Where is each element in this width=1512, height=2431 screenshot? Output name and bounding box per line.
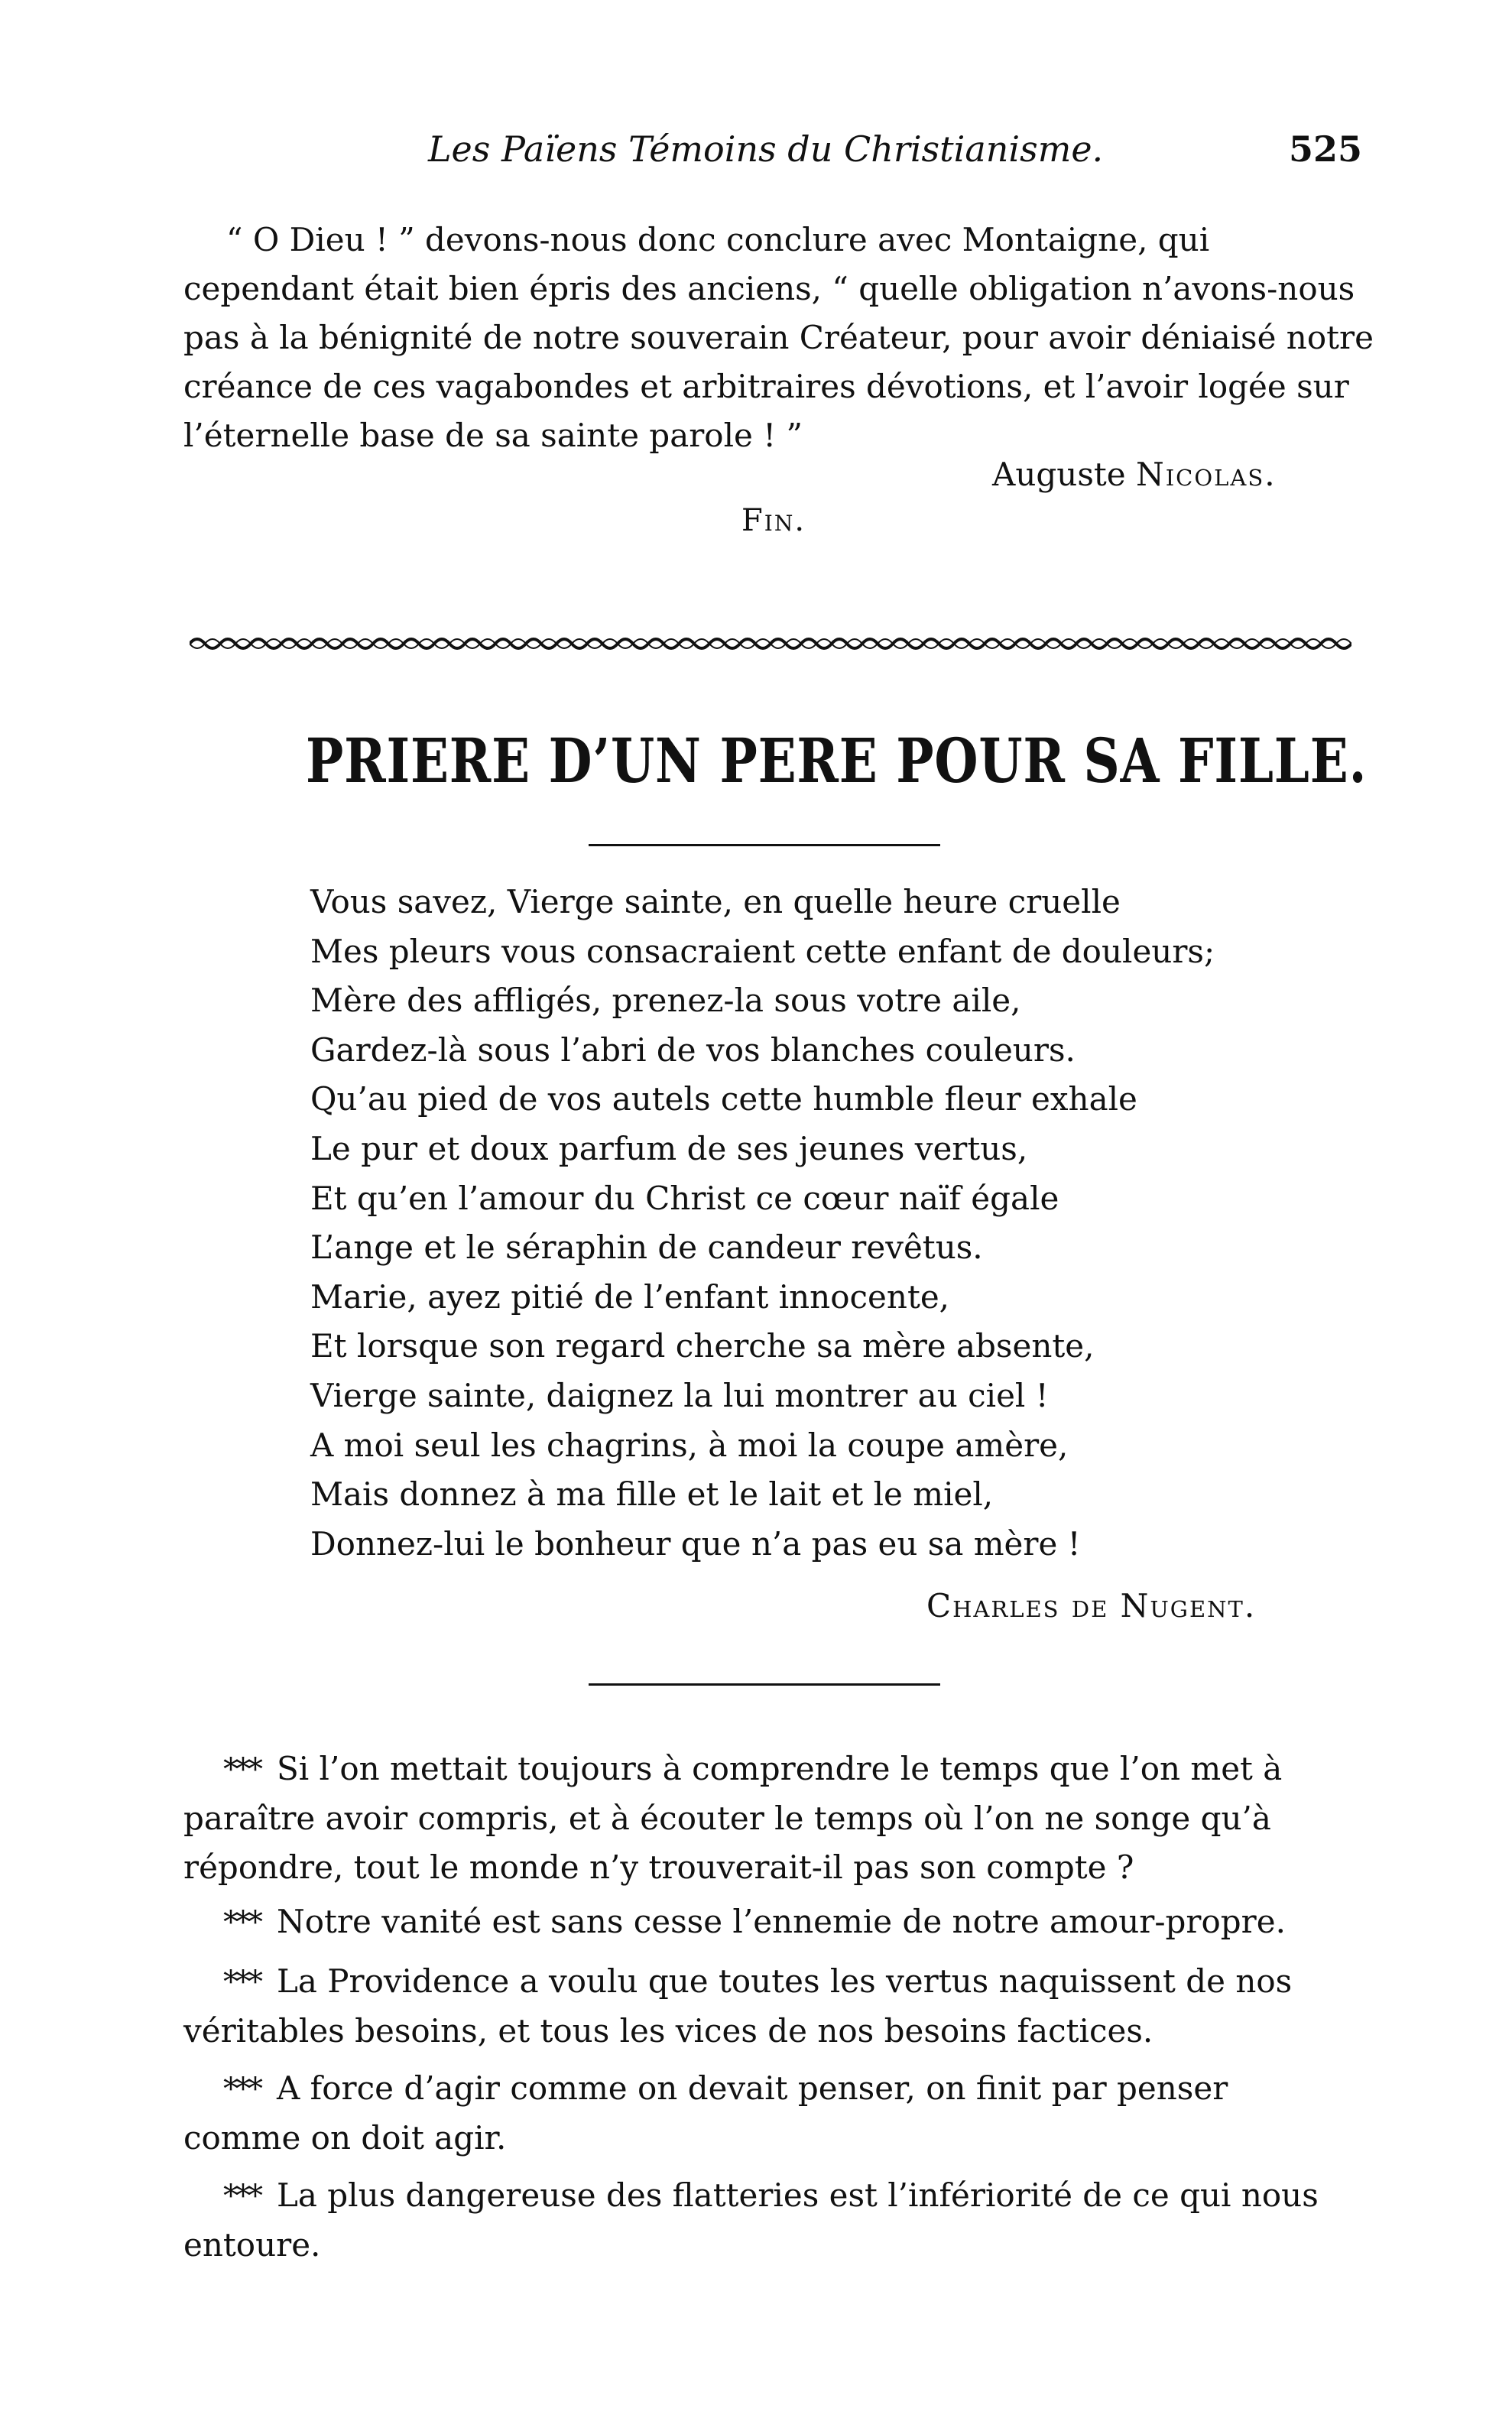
maxim-first-line xyxy=(183,2064,1353,2114)
asterism-icon: *** xyxy=(223,1905,260,1940)
asterism-icon: *** xyxy=(223,1965,260,2000)
running-title: Les Païens Témoins du Christianisme. xyxy=(428,128,1104,170)
maxim-line: répondre, tout le monde n’y trouverait-il pas son compte ? xyxy=(183,1848,1134,1886)
maxim-first-line xyxy=(183,2171,1353,2221)
poem-line: Et lorsque son regard cherche sa mère absente, xyxy=(310,1327,1095,1365)
title-underline-rule xyxy=(589,844,940,846)
poem-line: A moi seul les chagrins, à moi la coupe amère, xyxy=(310,1426,1069,1464)
maxim-first-line xyxy=(183,1745,1353,1794)
maxim-first-line xyxy=(183,1957,1353,2007)
poem-line: Le pur et doux parfum de ses jeunes vertus, xyxy=(310,1129,1028,1167)
asterism-icon: *** xyxy=(223,2179,260,2214)
poem-line: Gardez-là sous l’abri de vos blanches couleurs. xyxy=(310,1030,1076,1069)
quote-line: créance de ces vagabondes et arbitraires dévotions, et l’avoir logée sur xyxy=(183,368,1349,405)
maxim-paragraph xyxy=(183,2064,1353,2163)
maxim-text: La plus dangereuse des flatteries est l’infériorité de ce qui nous xyxy=(277,2176,1319,2214)
maxim-paragraph xyxy=(183,2171,1353,2270)
poem-line: Vous savez, Vierge sainte, en quelle heure cruelle xyxy=(310,883,1121,920)
quote-author xyxy=(992,456,1277,493)
author-last-name: Nicolas. xyxy=(1135,456,1277,493)
poem-title: PRIERE D’UN PERE POUR SA FILLE. xyxy=(306,725,1368,797)
poem-line: Et qu’en l’amour du Christ ce cœur naïf égale xyxy=(310,1179,1059,1217)
poem-line: Donnez-lui le bonheur que n’a pas eu sa mère ! xyxy=(310,1524,1081,1563)
poem-stanza xyxy=(310,878,1215,1569)
section-divider-rule xyxy=(589,1683,940,1686)
poem-author: Charles de Nugent. xyxy=(926,1587,1257,1624)
poem-line: Mère des affligés, prenez-la sous votre aile, xyxy=(310,982,1021,1020)
asterism-icon: *** xyxy=(223,2072,260,2107)
maxim-text: Si l’on mettait toujours à comprendre le temps que l’on met à xyxy=(277,1750,1283,1787)
maxim-line: entoure. xyxy=(183,2226,321,2264)
poem-line: Marie, ayez pitié de l’enfant innocente, xyxy=(310,1277,950,1316)
maxim-paragraph xyxy=(183,1897,1353,1947)
ornamental-divider xyxy=(190,633,1351,654)
poem-line: Mes pleurs vous consacraient cette enfant de douleurs; xyxy=(310,932,1215,970)
asterism-icon: *** xyxy=(223,1752,260,1787)
maxim-text: A force d’agir comme on devait penser, on finit par penser xyxy=(277,2069,1228,2107)
maxim-text: La Providence a voulu que toutes les vertus naquissent de nos xyxy=(277,1962,1293,2000)
maxim-line: paraître avoir compris, et à écouter le temps où l’on ne songe qu’à xyxy=(183,1800,1271,1837)
maxim-paragraph xyxy=(183,1745,1353,1892)
poem-line: Qu’au pied de vos autels cette humble fleur exhale xyxy=(310,1080,1137,1118)
quote-line: cependant était bien épris des anciens, “ quelle obligation n’avons-nous xyxy=(183,270,1355,307)
quote-line: pas à la bénignité de notre souverain Créateur, pour avoir déniaisé notre xyxy=(183,319,1374,356)
maxim-first-line xyxy=(183,1897,1353,1947)
maxim-text: Notre vanité est sans cesse l’ennemie de notre amour-propre. xyxy=(277,1903,1286,1940)
maxim-line: véritables besoins, et tous les vices de nos besoins factices. xyxy=(183,2012,1153,2050)
poem-line: L’ange et le séraphin de candeur revêtus. xyxy=(310,1228,983,1267)
closing-quote-paragraph xyxy=(183,216,1374,460)
fin-mark: Fin. xyxy=(741,503,806,538)
poem-line: Vierge sainte, daignez la lui montrer au ciel ! xyxy=(310,1376,1049,1414)
quote-line: “ O Dieu ! ” devons-nous donc conclure avec Montaigne, qui xyxy=(226,221,1210,258)
maxim-paragraph xyxy=(183,1957,1353,2056)
page-number: 525 xyxy=(1289,128,1363,170)
author-first-name: Auguste xyxy=(992,456,1126,493)
quote-line: l’éternelle base de sa sainte parole ! ” xyxy=(183,417,803,454)
maxim-line: comme on doit agir. xyxy=(183,2119,507,2157)
poem-line: Mais donnez à ma fille et le lait et le miel, xyxy=(310,1475,994,1514)
